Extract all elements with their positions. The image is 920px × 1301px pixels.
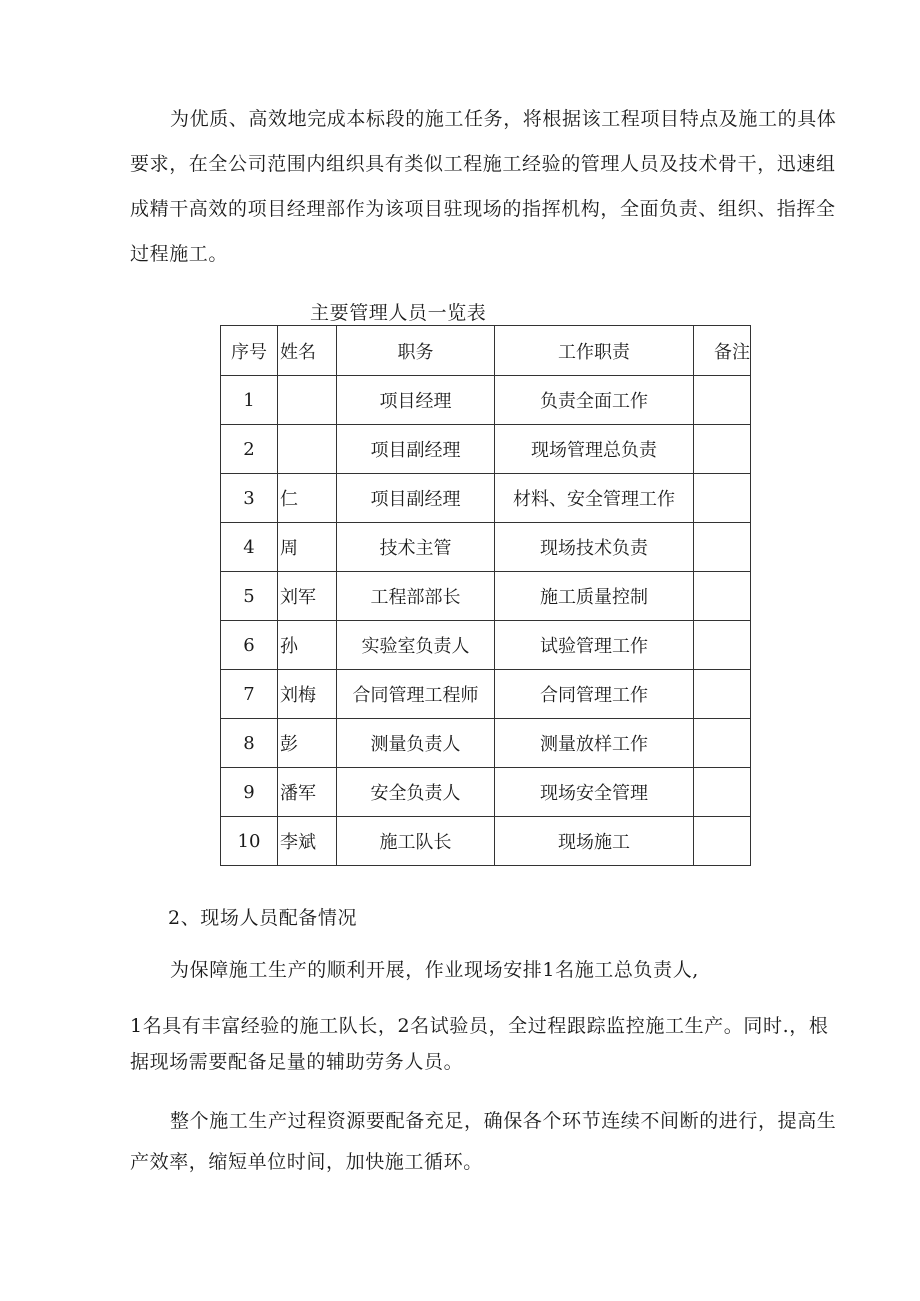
cell-name: 刘梅 [278,670,337,719]
cell-duty: 材料、安全管理工作 [495,474,694,523]
cell-name: 潘军 [278,768,337,817]
table-row [221,425,751,474]
cell-role: 项目经理 [337,376,495,425]
section-heading: 2、现场人员配备情况 [168,907,358,929]
cell-note [694,817,751,866]
cell-role: 测量负责人 [337,719,495,768]
cell-duty: 试验管理工作 [495,621,694,670]
cell-duty: 现场技术负责 [495,523,694,572]
cell-role: 合同管理工程师 [337,670,495,719]
cell-note [694,670,751,719]
cell-note [694,768,751,817]
cell-note [694,621,751,670]
cell-no: 1 [221,376,278,425]
cell-name: 仁 [278,474,337,523]
cell-no: 7 [221,670,278,719]
cell-duty: 测量放样工作 [495,719,694,768]
cell-name: 彭 [278,719,337,768]
staffing-paragraph-line-1: 为保障施工生产的顺利开展，作业现场安排1名施工总负责人, [170,959,699,981]
cell-note [694,523,751,572]
cell-no: 10 [221,817,278,866]
table-header-row [221,326,751,376]
cell-duty: 现场管理总负责 [495,425,694,474]
cell-duty: 负责全面工作 [495,376,694,425]
header-name: 姓名 [278,326,337,376]
staff-table [220,325,751,866]
header-note: 备注 [694,326,751,376]
cell-duty: 现场施工 [495,817,694,866]
cell-no: 9 [221,768,278,817]
cell-duty: 现场安全管理 [495,768,694,817]
cell-role: 工程部部长 [337,572,495,621]
table-row [221,474,751,523]
table-row [221,719,751,768]
cell-no: 4 [221,523,278,572]
cell-role: 实验室负责人 [337,621,495,670]
cell-no: 5 [221,572,278,621]
cell-no: 2 [221,425,278,474]
header-role: 职务 [337,326,495,376]
closing-paragraph: 整个施工生产过程资源要配备充足，确保各个环节连续不间断的进行，提高生产效率，缩短单位时间，加快施工循环。 [130,1110,837,1173]
staffing-paragraph-line-2: 1名具有丰富经验的施工队长，2名试验员，全过程跟踪监控施工生产。同时.，根据现场需要配备足量的辅助劳务人员。 [130,1015,829,1073]
cell-note [694,474,751,523]
cell-note [694,376,751,425]
table-row [221,621,751,670]
cell-role: 项目副经理 [337,425,495,474]
cell-no: 3 [221,474,278,523]
cell-no: 6 [221,621,278,670]
table-row [221,572,751,621]
cell-role: 技术主管 [337,523,495,572]
cell-note [694,425,751,474]
cell-name: 孙 [278,621,337,670]
cell-name [278,376,337,425]
cell-role: 安全负责人 [337,768,495,817]
cell-duty: 施工质量控制 [495,572,694,621]
header-duty: 工作职责 [495,326,694,376]
table-row [221,817,751,866]
header-no: 序号 [221,326,278,376]
intro-paragraph: 为优质、高效地完成本标段的施工任务，将根据该工程项目特点及施工的具体要求，在全公司范围内组织具有类似工程施工经验的管理人员及技术骨干，迅速组成精干高效的项目经理部作为该项目驻现场的指挥机构，全面负责、组织、指挥全过程施工。 [130,108,837,265]
cell-role: 项目副经理 [337,474,495,523]
cell-name: 李斌 [278,817,337,866]
table-row [221,768,751,817]
cell-note [694,719,751,768]
table-title: 主要管理人员一览表 [310,302,487,324]
cell-name: 刘军 [278,572,337,621]
cell-no: 8 [221,719,278,768]
cell-name: 周 [278,523,337,572]
table-row [221,523,751,572]
cell-name [278,425,337,474]
cell-note [694,572,751,621]
cell-role: 施工队长 [337,817,495,866]
table-row [221,670,751,719]
cell-duty: 合同管理工作 [495,670,694,719]
table-row [221,376,751,425]
